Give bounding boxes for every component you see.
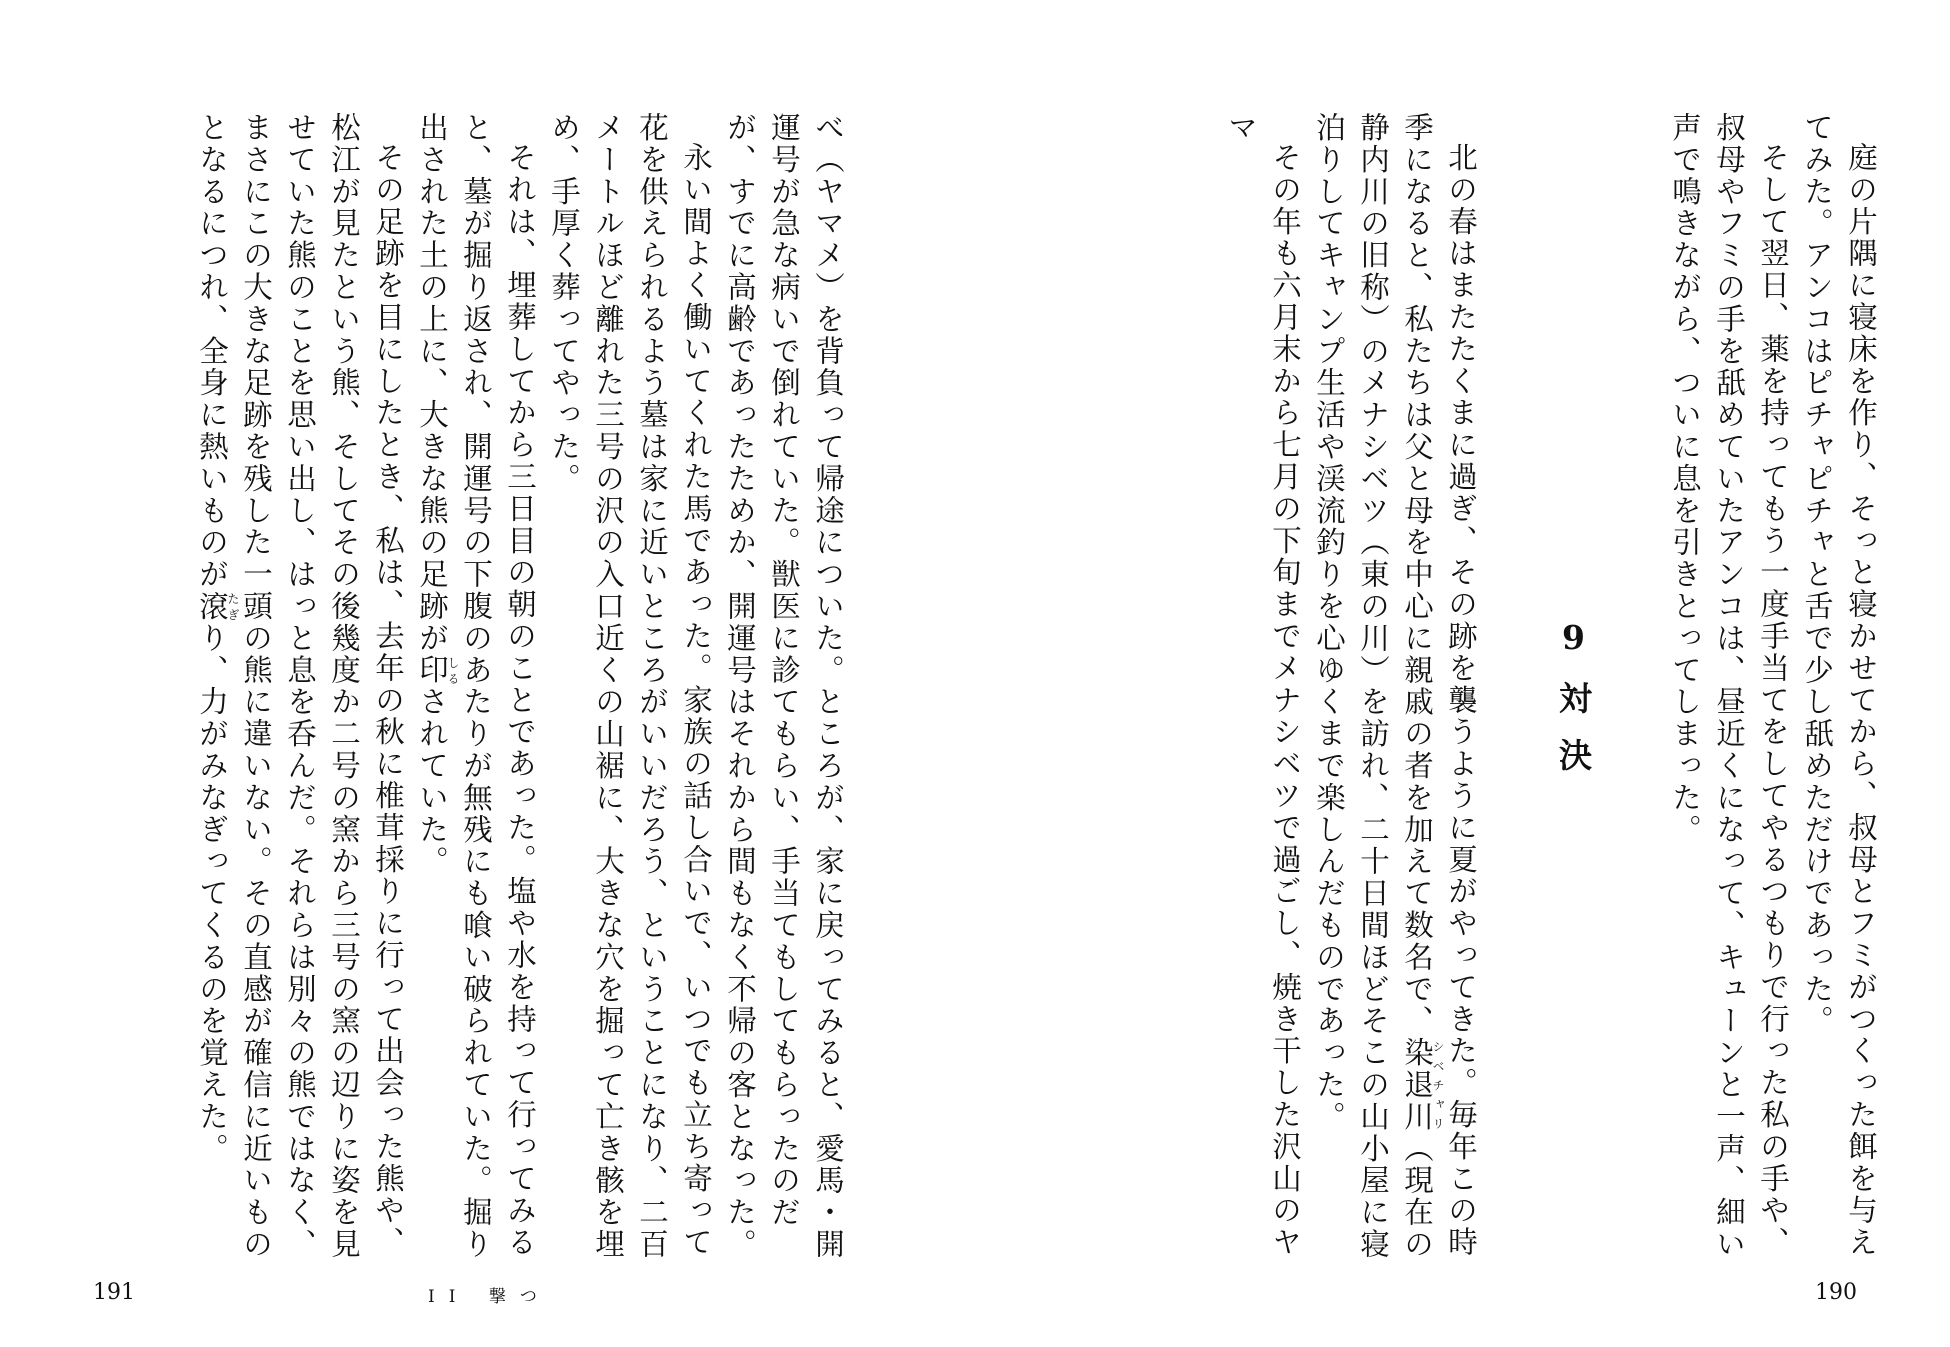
left-page-text (50, 112, 850, 1262)
page-number-right: 190 (1815, 1280, 1857, 1305)
chapter-number: 9 (1554, 617, 1593, 681)
paragraph: そして翌日、薬を持ってもう一度手当てをしてやるつもりで行った私の手や、叔母やフミの手を舐めていたアンコは、昼近くになって、キューンと一声、細い声で鳴きながら、ついに息を引きとってしまった。 (1668, 112, 1790, 1261)
text-run: されていた。 (415, 686, 449, 878)
paragraph: 永い間よく働いてくれた馬であった。家族の話し合いで、いつでも立ち寄って花を供えられるよう墓は家に近いところがいいだろう、ということになり、二百メートルほど離れた三号の沢の入口近くの山裾に、大きな穴を掘って亡き骸を埋め、手厚く葬ってやった。 (547, 112, 713, 1261)
chapter-title: 対決 (1554, 680, 1593, 795)
ruby-word (415, 654, 460, 687)
ruby-reading: たぎ (226, 590, 240, 623)
ruby-word (195, 590, 240, 623)
paragraph (1307, 112, 1483, 1262)
paragraph: 庭の片隅に寝床を作り、そっと寝かせてから、叔母とフミがつくった餌を与えてみた。アンコはピチャピチャと舌で少し舐めただけであった。 (1800, 112, 1878, 1258)
right-page-text (1083, 112, 1883, 1262)
text-run: （現在の静内川の旧称）のメナシベツ（東の川）を訪れ、二十日間ほどそこの山小屋に寝泊りしてキャンプ生活や渓流釣りを心ゆくまで楽しんだものであった。 (1312, 112, 1434, 1261)
text-run: 北の春はまたたくまに過ぎ、その跡を襲うように夏がやってきた。毎年この時季になると、私たちは父と母を中心に親戚の者を加えて数名で、 (1400, 112, 1478, 1258)
paragraph (190, 112, 410, 1262)
ruby-base: 滾 (195, 590, 229, 623)
running-head: II 撃つ (428, 1287, 551, 1307)
paragraph: その年も六月末から七月の下旬までメナシベツで過ごし、焼き干した沢山のヤマ (1224, 112, 1302, 1258)
page-number-left: 191 (93, 1280, 135, 1305)
ruby-reading: シベチャリ (1431, 1037, 1445, 1133)
ruby-base: 印 (415, 654, 449, 687)
paragraph (410, 112, 542, 1262)
ruby-word (1400, 1037, 1445, 1133)
text-run: その足跡を目にしたとき、私は、去年の秋に椎茸採りに行って出会った熊や、松江が見たという熊、そしてその後幾度か二号の窯から三号の窯の辺りに姿を見せていた熊のことを思い出し、はっと息を呑んだ。それらは別々の熊ではなく、まさにこの大きな足跡を残した一頭の熊に違いない。その直感が確信に近いものとなるにつれ、全身に熱いものが (195, 112, 405, 1261)
chapter-heading (1483, 112, 1663, 1262)
ruby-base: 染退川 (1400, 1037, 1434, 1133)
text-run: り、力がみなぎってくるのを覚えた。 (195, 622, 229, 1165)
paragraph: べ（ヤマメ）を背負って帰途についた。ところが、家に戻ってみると、愛馬・開運号が急な病いで倒れていた。獣医に診てもらい、手当てもしてもらったのだが、すでに高齢であったためか、開運号はそれから間もなく不帰の客となった。 (723, 112, 845, 1261)
ruby-reading: しる (446, 654, 460, 687)
text-run: それは、埋葬してから三日目の朝のことであった。塩や水を持って行ってみると、墓が掘り返され、開運号の下腹のあたりが無残にも喰い破られていた。掘り出された土の上に、大きな熊の足跡が (415, 112, 537, 1261)
